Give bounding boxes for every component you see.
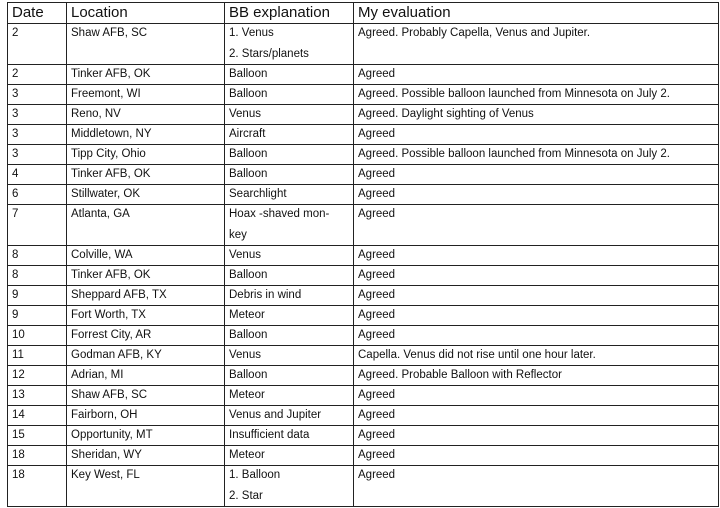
- cell-location: Reno, NV: [67, 105, 225, 125]
- cell-bb-explanation: Aircraft: [225, 125, 354, 145]
- table-body: [8, 24, 719, 507]
- sightings-table: [7, 2, 719, 507]
- cell-date: 8: [8, 246, 67, 266]
- cell-bb-explanation: Meteor: [225, 386, 354, 406]
- cell-location: Adrian, MI: [67, 366, 225, 386]
- cell-date: 3: [8, 105, 67, 125]
- header-date: Date: [8, 3, 67, 24]
- cell-location: Shaw AFB, SC: [67, 386, 225, 406]
- cell-location: Fort Worth, TX: [67, 306, 225, 326]
- cell-location: Tipp City, Ohio: [67, 145, 225, 165]
- table-row: [8, 446, 719, 466]
- cell-location: Tinker AFB, OK: [67, 266, 225, 286]
- cell-bb-explanation: Balloon: [225, 65, 354, 85]
- cell-location: Godman AFB, KY: [67, 346, 225, 366]
- cell-location: Tinker AFB, OK: [67, 165, 225, 185]
- cell-date: 4: [8, 165, 67, 185]
- table-row: [8, 24, 719, 65]
- cell-bb-explanation: [225, 466, 354, 507]
- cell-date: 6: [8, 185, 67, 205]
- cell-location: Forrest City, AR: [67, 326, 225, 346]
- cell-my-evaluation: Agreed. Probably Capella, Venus and Jupiter.: [354, 24, 719, 65]
- cell-location: Stillwater, OK: [67, 185, 225, 205]
- bb-line-1: 1. Balloon: [229, 469, 281, 481]
- cell-bb-explanation: Debris in wind: [225, 286, 354, 306]
- table-row: [8, 65, 719, 85]
- table-row: [8, 466, 719, 507]
- cell-bb-explanation: Meteor: [225, 446, 354, 466]
- cell-bb-explanation: Venus: [225, 105, 354, 125]
- cell-date: 10: [8, 326, 67, 346]
- cell-date: 14: [8, 406, 67, 426]
- header-bb-explanation: BB explanation: [225, 3, 354, 24]
- cell-my-evaluation: Agreed: [354, 205, 719, 246]
- table-row: [8, 306, 719, 326]
- cell-bb-explanation: Balloon: [225, 145, 354, 165]
- cell-my-evaluation: Agreed: [354, 426, 719, 446]
- cell-date: 9: [8, 306, 67, 326]
- table-row: [8, 105, 719, 125]
- cell-my-evaluation: Agreed: [354, 125, 719, 145]
- cell-my-evaluation: Agreed: [354, 246, 719, 266]
- table-row: [8, 386, 719, 406]
- cell-date: 3: [8, 145, 67, 165]
- cell-my-evaluation: Agreed: [354, 306, 719, 326]
- table-header: [8, 3, 719, 24]
- cell-my-evaluation: Agreed. Possible balloon launched from Minnesota on July 2.: [354, 85, 719, 105]
- table-row: [8, 426, 719, 446]
- table-row: [8, 185, 719, 205]
- cell-my-evaluation: Agreed: [354, 185, 719, 205]
- cell-bb-explanation: Balloon: [225, 366, 354, 386]
- cell-date: 13: [8, 386, 67, 406]
- cell-date: 12: [8, 366, 67, 386]
- cell-my-evaluation: Agreed. Daylight sighting of Venus: [354, 105, 719, 125]
- cell-location: Sheridan, WY: [67, 446, 225, 466]
- cell-location: Fairborn, OH: [67, 406, 225, 426]
- cell-my-evaluation: Agreed: [354, 386, 719, 406]
- cell-my-evaluation: Agreed: [354, 466, 719, 507]
- cell-date: 3: [8, 125, 67, 145]
- cell-bb-explanation: [225, 24, 354, 65]
- table-row: [8, 246, 719, 266]
- table-row: [8, 326, 719, 346]
- cell-my-evaluation: Agreed. Possible balloon launched from Minnesota on July 2.: [354, 145, 719, 165]
- table-row: [8, 286, 719, 306]
- table-row: [8, 205, 719, 246]
- cell-location: Sheppard AFB, TX: [67, 286, 225, 306]
- cell-my-evaluation: Agreed: [354, 165, 719, 185]
- cell-bb-explanation: Searchlight: [225, 185, 354, 205]
- cell-bb-explanation: Insufficient data: [225, 426, 354, 446]
- cell-date: 9: [8, 286, 67, 306]
- cell-bb-explanation: Venus: [225, 346, 354, 366]
- cell-date: 11: [8, 346, 67, 366]
- cell-bb-explanation: Balloon: [225, 326, 354, 346]
- cell-bb-explanation: Venus: [225, 246, 354, 266]
- cell-location: Colville, WA: [67, 246, 225, 266]
- cell-location: Key West, FL: [67, 466, 225, 507]
- table-row: [8, 145, 719, 165]
- table-row: [8, 266, 719, 286]
- cell-bb-explanation: Balloon: [225, 266, 354, 286]
- cell-my-evaluation: Agreed: [354, 406, 719, 426]
- cell-date: 2: [8, 24, 67, 65]
- cell-date: 2: [8, 65, 67, 85]
- bb-line-2: 2. Star: [229, 490, 263, 502]
- table-row: [8, 165, 719, 185]
- cell-date: 18: [8, 446, 67, 466]
- cell-location: Shaw AFB, SC: [67, 24, 225, 65]
- table-row: [8, 85, 719, 105]
- bb-line-1: 1. Venus: [229, 27, 274, 39]
- cell-location: Middletown, NY: [67, 125, 225, 145]
- header-row: [8, 3, 719, 24]
- cell-location: Tinker AFB, OK: [67, 65, 225, 85]
- cell-my-evaluation: Agreed: [354, 266, 719, 286]
- table-row: [8, 366, 719, 386]
- cell-date: 3: [8, 85, 67, 105]
- cell-location: Freemont, WI: [67, 85, 225, 105]
- cell-my-evaluation: Capella. Venus did not rise until one hour later.: [354, 346, 719, 366]
- table-row: [8, 125, 719, 145]
- header-location: Location: [67, 3, 225, 24]
- bb-line-2: key: [229, 229, 247, 241]
- cell-my-evaluation: Agreed: [354, 286, 719, 306]
- bb-line-1: Hoax -shaved mon-: [229, 208, 330, 220]
- cell-date: 7: [8, 205, 67, 246]
- cell-bb-explanation: [225, 205, 354, 246]
- cell-my-evaluation: Agreed. Probable Balloon with Reflector: [354, 366, 719, 386]
- cell-bb-explanation: Meteor: [225, 306, 354, 326]
- cell-date: 8: [8, 266, 67, 286]
- cell-my-evaluation: Agreed: [354, 446, 719, 466]
- cell-location: Opportunity, MT: [67, 426, 225, 446]
- cell-date: 18: [8, 466, 67, 507]
- cell-my-evaluation: Agreed: [354, 65, 719, 85]
- table-row: [8, 406, 719, 426]
- cell-my-evaluation: Agreed: [354, 326, 719, 346]
- cell-bb-explanation: Balloon: [225, 85, 354, 105]
- table-row: [8, 346, 719, 366]
- cell-bb-explanation: Balloon: [225, 165, 354, 185]
- cell-date: 15: [8, 426, 67, 446]
- cell-bb-explanation: Venus and Jupiter: [225, 406, 354, 426]
- bb-line-2: 2. Stars/planets: [229, 48, 309, 60]
- cell-location: Atlanta, GA: [67, 205, 225, 246]
- header-my-evaluation: My evaluation: [354, 3, 719, 24]
